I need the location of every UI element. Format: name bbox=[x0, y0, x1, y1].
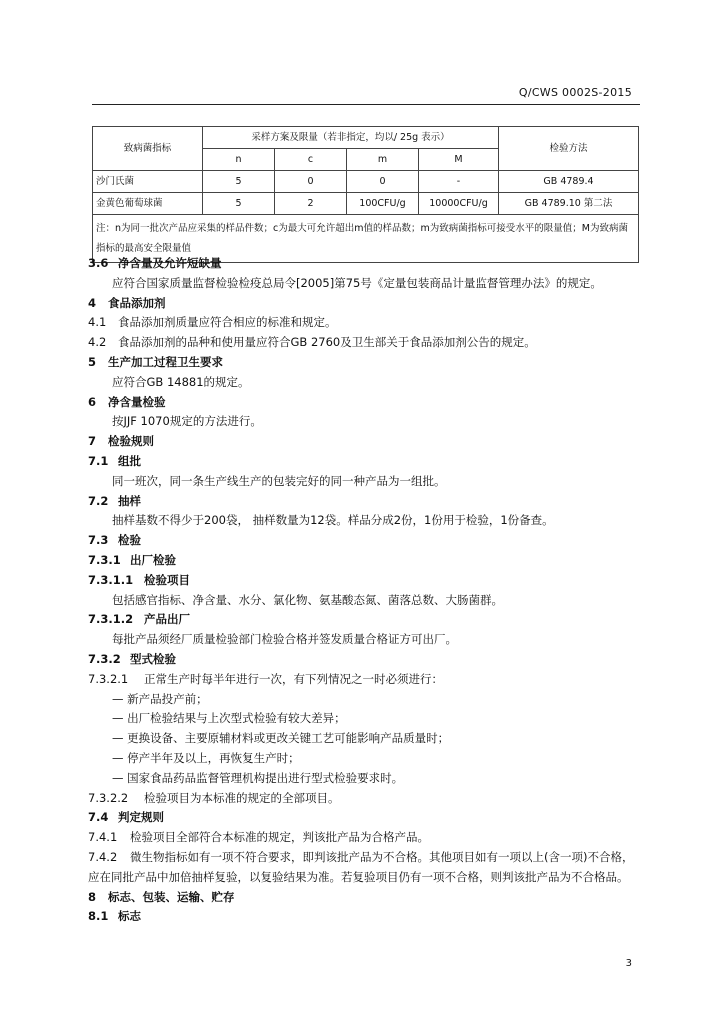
table-cell-M: 10000CFU/g bbox=[419, 193, 499, 215]
list-item: — 国家食品药品监督管理机构提出进行型式检验要求时。 bbox=[112, 770, 404, 785]
section-heading-7-3-1-2: 7.3.1.2 产品出厂 bbox=[88, 612, 190, 627]
section-7-4-1: 7.4.1 检验项目全部符合本标准的规定，判该批产品为合格产品。 bbox=[88, 830, 429, 845]
table-row bbox=[93, 171, 639, 193]
table-subheader-c: c bbox=[275, 149, 347, 171]
section-text-6: 按JJF 1070规定的方法进行。 bbox=[112, 414, 262, 429]
table-cell-name: 沙门氏菌 bbox=[93, 171, 203, 193]
section-text-7-1: 同一班次，同一条生产线生产的包装完好的同一种产品为一组批。 bbox=[112, 473, 446, 488]
section-text-7-3-1-1: 包括感官指标、净含量、水分、氯化物、氨基酸态氮、菌落总数、大肠菌群。 bbox=[112, 592, 503, 607]
section-heading-6: 6 净含量检验 bbox=[88, 394, 166, 409]
list-item: — 新产品投产前； bbox=[112, 691, 208, 706]
page-number: 3 bbox=[625, 958, 632, 969]
table-note: 注：n为同一批次产品应采集的样品件数；c为最大可允许超出m值的样品数；m为致病菌指标可接受水平的限量值；M为致病菌指标的最高安全限量值 bbox=[93, 215, 639, 263]
section-heading-7-3-1-1: 7.3.1.1 检验项目 bbox=[88, 572, 190, 587]
section-heading-7-1: 7.1 组批 bbox=[88, 453, 141, 468]
section-text-7-2: 抽样基数不得少于200袋， 抽样数量为12袋。样品分成2份，1份用于检验，1份备查。 bbox=[112, 513, 554, 528]
section-4-2: 4.2 食品添加剂的品种和使用量应符合GB 2760及卫生部关于食品添加剂公告的规定。 bbox=[88, 335, 536, 350]
section-heading-3-6: 3.6 净含量及允许短缺量 bbox=[88, 256, 222, 270]
table-cell-c: 0 bbox=[275, 171, 347, 193]
section-text-5: 应符合GB 14881的规定。 bbox=[112, 374, 250, 389]
header-rule bbox=[92, 104, 640, 105]
table-header-indicator: 致病菌指标 bbox=[93, 127, 203, 171]
section-4-1: 4.1 食品添加剂质量应符合相应的标准和规定。 bbox=[88, 315, 337, 330]
table-subheader-m: m bbox=[347, 149, 419, 171]
table-header-sampling: 采样方案及限量（若非指定，均以/ 25g 表示） bbox=[203, 127, 499, 149]
section-heading-8-1: 8.1 标志 bbox=[88, 909, 141, 924]
table-subheader-n: n bbox=[203, 149, 275, 171]
list-item: — 出厂检验结果与上次型式检验有较大差异； bbox=[112, 711, 346, 726]
list-item: — 更换设备、主要原辅材料或更改关键工艺可能影响产品质量时； bbox=[112, 731, 450, 746]
table-cell-name: 金黄色葡萄球菌 bbox=[93, 193, 203, 215]
section-heading-7-2: 7.2 抽样 bbox=[88, 493, 141, 508]
section-7-4-2: 7.4.2 微生物指标如有一项不符合要求，即判该批产品为不合格。其他项目如有一项以上(含一项)不合格，应在同批产品中加倍抽样复验，以复验结果为准。若复验项目仍有一项不合格，则判该批产品为不合格品。 bbox=[88, 849, 634, 884]
table-cell-c: 2 bbox=[275, 193, 347, 215]
section-heading-7-3: 7.3 检验 bbox=[88, 533, 141, 548]
table-cell-n: 5 bbox=[203, 171, 275, 193]
document-body bbox=[88, 254, 636, 927]
list-item: — 停产半年及以上，再恢复生产时； bbox=[112, 750, 300, 765]
section-heading-7: 7 检验规则 bbox=[88, 434, 154, 449]
pathogen-limits-table bbox=[92, 126, 639, 263]
section-heading-5: 5 生产加工过程卫生要求 bbox=[88, 354, 223, 369]
standard-code: Q/CWS 0002S-2015 bbox=[518, 86, 632, 99]
section-text-3-6: 应符合国家质量监督检验检疫总局令[2005]第75号《定量包装商品计量监督管理办法》的规定。 bbox=[112, 275, 602, 290]
section-heading-7-3-2: 7.3.2 型式检验 bbox=[88, 651, 176, 666]
table-cell-m: 0 bbox=[347, 171, 419, 193]
table-subheader-M: M bbox=[419, 149, 499, 171]
table-cell-n: 5 bbox=[203, 193, 275, 215]
table-cell-M: - bbox=[419, 171, 499, 193]
table-cell-method: GB 4789.10 第二法 bbox=[499, 193, 639, 215]
section-heading-4: 4 食品添加剂 bbox=[88, 295, 166, 310]
table-cell-m: 100CFU/g bbox=[347, 193, 419, 215]
table-header-method: 检验方法 bbox=[499, 127, 639, 171]
section-heading-7-3-1: 7.3.1 出厂检验 bbox=[88, 552, 176, 567]
table-cell-method: GB 4789.4 bbox=[499, 171, 639, 193]
section-7-3-2-1: 7.3.2.1 正常生产时每半年进行一次，有下列情况之一时必须进行： bbox=[88, 671, 443, 686]
table-row bbox=[93, 193, 639, 215]
section-7-3-2-2: 7.3.2.2 检验项目为本标准的规定的全部项目。 bbox=[88, 790, 340, 805]
section-text-7-3-1-2: 每批产品须经厂质量检验部门检验合格并签发质量合格证方可出厂。 bbox=[112, 632, 457, 647]
section-heading-7-4: 7.4 判定规则 bbox=[88, 810, 164, 825]
section-heading-8: 8 标志、包装、运输、贮存 bbox=[88, 889, 235, 904]
